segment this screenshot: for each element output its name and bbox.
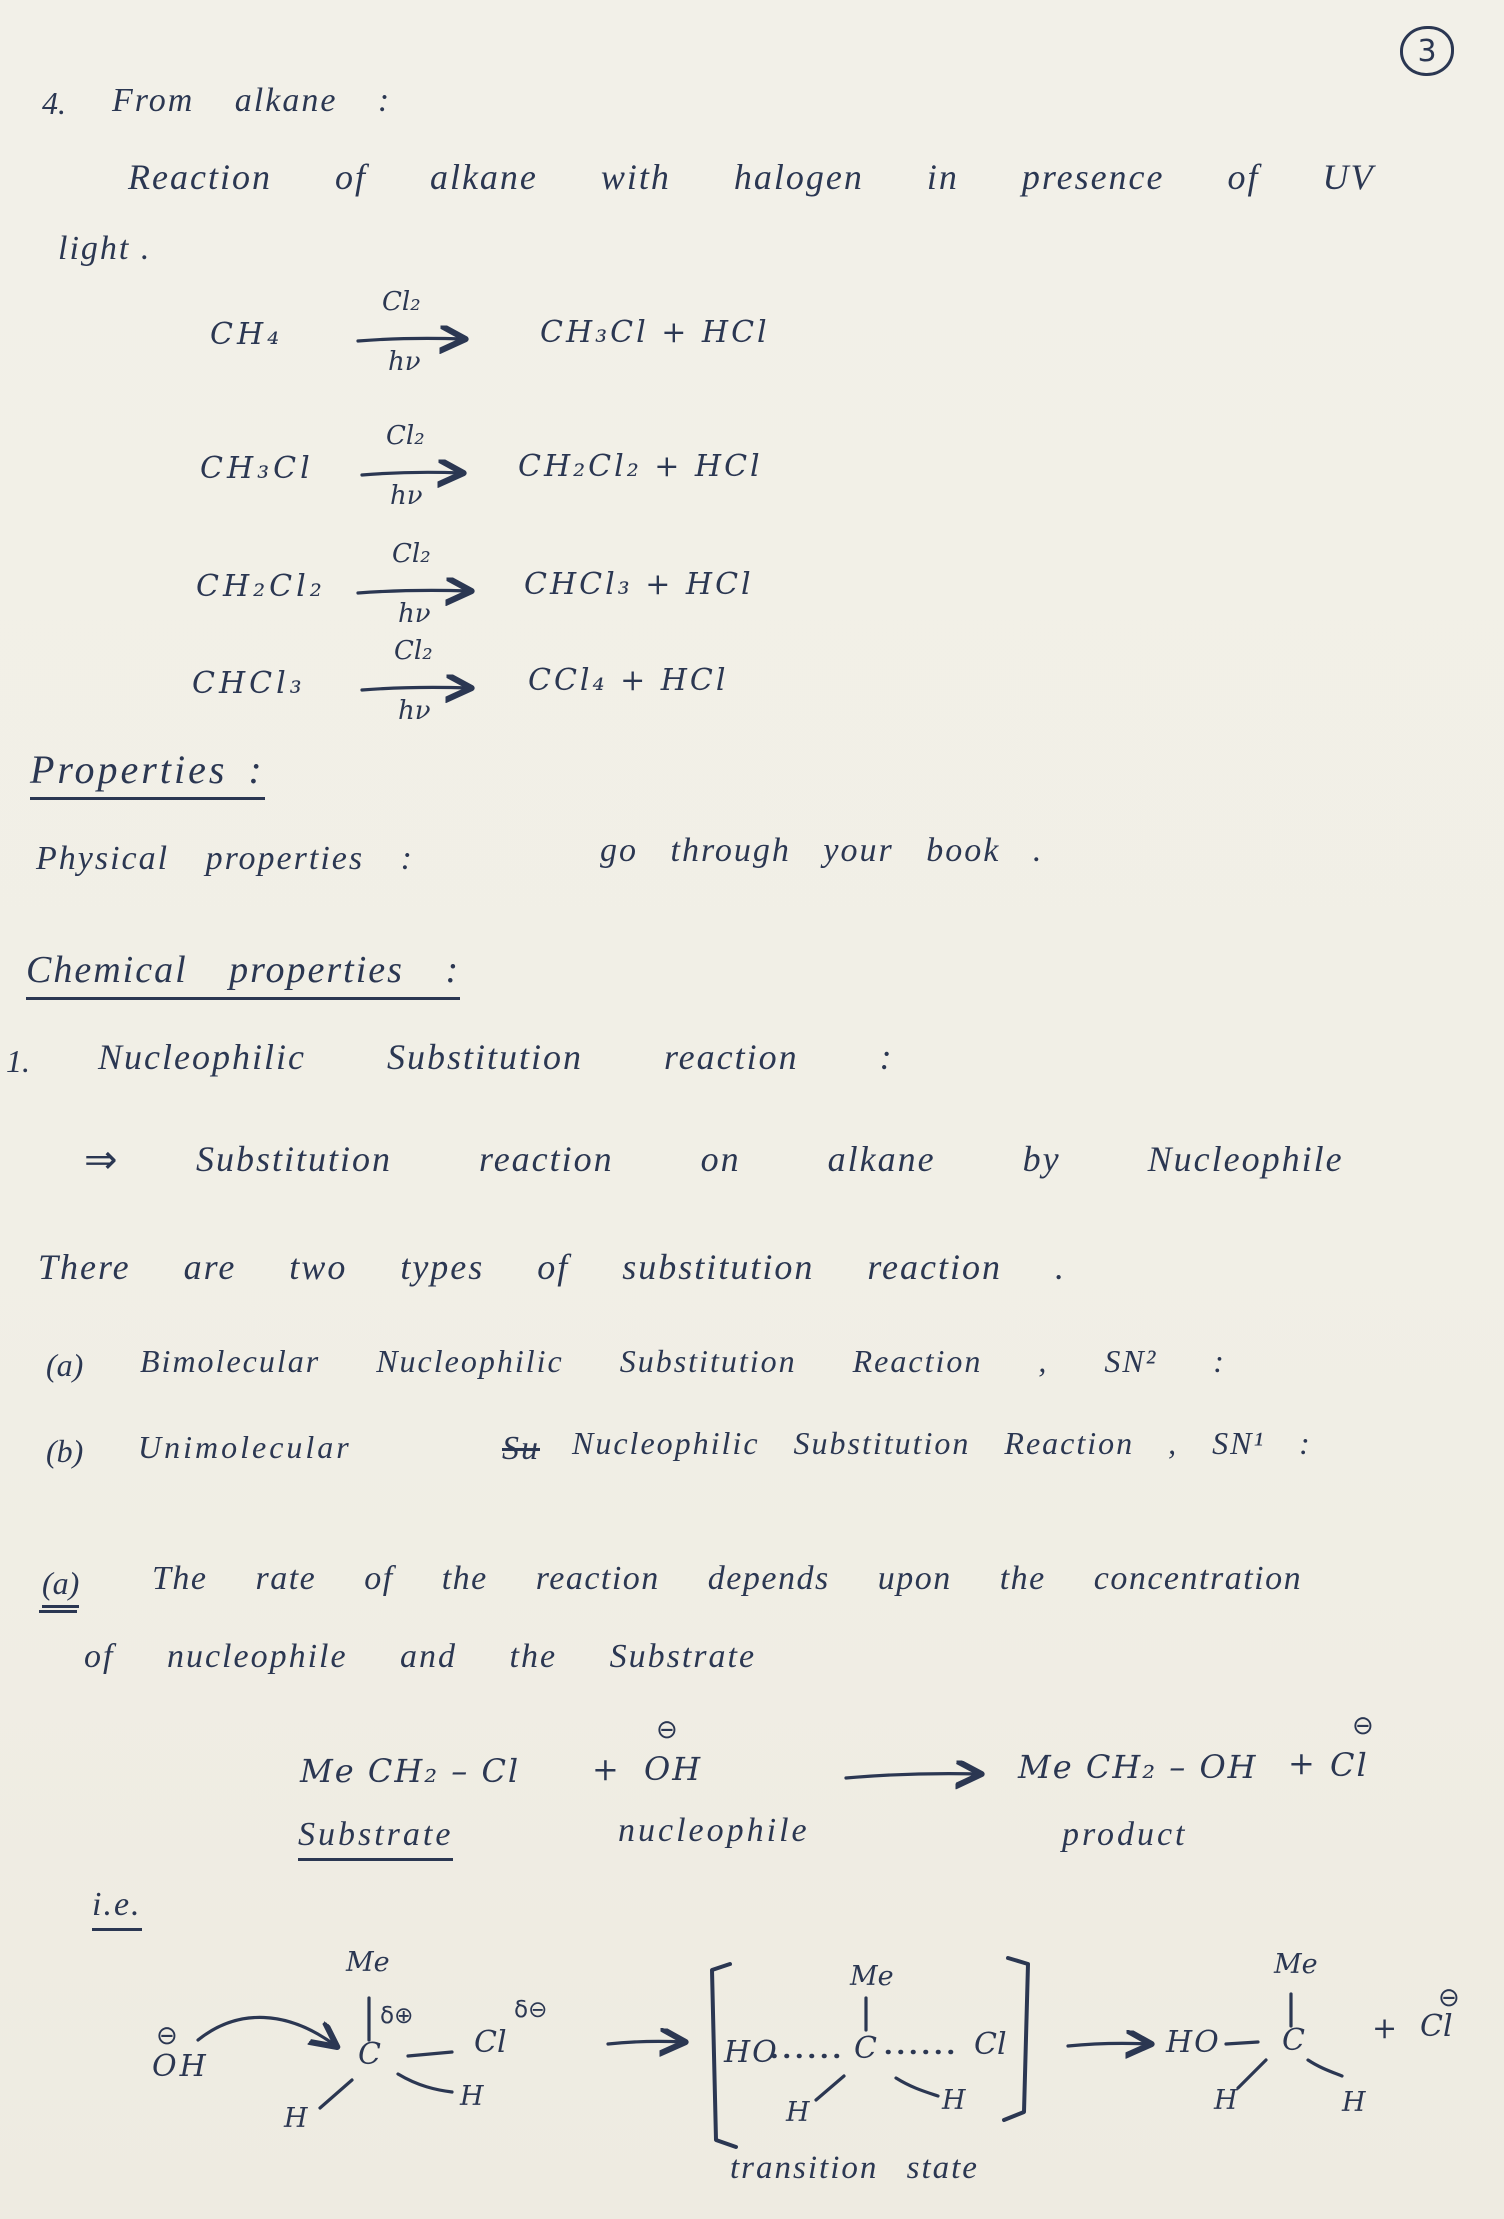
intro-line-1: Reaction of alkane with halogen in presence of UV <box>128 157 1375 197</box>
reaction-arrow-1 <box>358 338 464 341</box>
hydroxide-formula: OH <box>644 1750 703 1788</box>
condition-top: Cl₂ <box>386 421 425 451</box>
hydrogen-label: H <box>942 2085 966 2116</box>
type-b-label: (b) <box>46 1433 84 1469</box>
crossed-out-word: Su <box>502 1430 540 1467</box>
item-number: 1. <box>6 1043 30 1079</box>
physical-properties-label: Physical properties : <box>36 840 414 877</box>
product-label: product <box>1062 1816 1188 1853</box>
substrate-formula: Me CH₂ – Cl <box>300 1752 521 1790</box>
product-formula: CCl₄ + HCl <box>528 663 729 698</box>
condition-bottom: hν <box>390 481 423 511</box>
physical-properties-note: go through your book . <box>600 832 1044 869</box>
page-number-badge <box>1400 26 1454 76</box>
reactant-formula: CHCl₃ <box>192 666 306 701</box>
step-arrow-2 <box>1068 2043 1150 2046</box>
c-h-bond-right <box>398 2074 452 2092</box>
chemical-properties-heading: Chemical properties : <box>26 950 460 1000</box>
product-carbon-label: C <box>1282 2023 1305 2058</box>
ts-c-h-bond-right <box>896 2078 938 2096</box>
hydrogen-label: H <box>1214 2085 1238 2116</box>
hydroxide-charge-icon: ⊖ <box>656 1715 678 1745</box>
hydrogen-label: H <box>1342 2087 1366 2118</box>
nucleophilic-title: Nucleophilic Substitution reaction : <box>98 1037 894 1077</box>
intro-line-2: light . <box>58 230 152 267</box>
hydrogen-label: H <box>460 2081 484 2112</box>
ie-label: i.e. <box>92 1886 142 1931</box>
type-a-label: (a) <box>46 1347 84 1383</box>
condition-bottom: hν <box>398 696 431 726</box>
hydrogen-label: H <box>786 2097 810 2128</box>
ts-methyl-label: Me <box>850 1961 894 1992</box>
reaction-arrow-4 <box>362 687 470 690</box>
c-h-bond-left <box>320 2080 352 2108</box>
rate-label: (a) <box>42 1565 79 1608</box>
product-c-h-bond-left <box>1238 2060 1266 2088</box>
nucleophile-label: nucleophile <box>618 1812 810 1849</box>
step-arrow-1 <box>608 2041 684 2044</box>
plus-sign: + <box>1288 1744 1315 1782</box>
example-product-formula: Me CH₂ – OH <box>1018 1748 1258 1786</box>
ts-c-h-bond-left <box>816 2076 844 2100</box>
type-a-text: Bimolecular Nucleophilic Substitution Reaction , SN² : <box>140 1343 1226 1379</box>
reactant-formula: CH₄ <box>210 317 284 352</box>
properties-heading: Properties : <box>30 748 265 800</box>
types-intro: There are two types of substitution reaction . <box>38 1247 1066 1287</box>
definition-text: Substitution reaction on alkane by Nucleophile <box>196 1139 1344 1179</box>
product-formula: CH₂Cl₂ + HCl <box>518 449 763 484</box>
reaction-arrow-3 <box>358 590 470 593</box>
page-number: 3 <box>1417 33 1437 69</box>
nucleophile-oh: OH <box>152 2049 209 2084</box>
product-formula: CHCl₃ + HCl <box>524 567 754 602</box>
chlorine-label: Cl <box>474 2025 507 2060</box>
delta-minus-label: δ⊖ <box>514 1997 548 2023</box>
attack-arrow <box>198 2017 336 2046</box>
type-b-rest: Nucleophilic Substitution Reaction , SN¹ : <box>572 1425 1312 1461</box>
reactant-formula: CH₃Cl <box>200 451 314 486</box>
rate-line-2: of nucleophile and the Substrate <box>84 1638 757 1675</box>
chloride-charge-icon: ⊖ <box>1352 1711 1374 1741</box>
product-chloride-label: Cl <box>1420 2009 1453 2044</box>
chloride-formula: Cl <box>1330 1746 1369 1784</box>
carbon-label: C <box>358 2037 381 2072</box>
condition-top: Cl₂ <box>394 636 433 666</box>
delta-plus-label: δ⊕ <box>380 2003 414 2029</box>
section-title: From alkane : <box>112 82 392 119</box>
plus-sign: + <box>1372 2011 1398 2046</box>
rate-line-1: The rate of the reaction depends upon the concentration <box>152 1560 1303 1597</box>
nucleophile-charge-icon: ⊖ <box>156 2021 178 2051</box>
c-cl-bond <box>408 2052 452 2056</box>
ts-right-bracket <box>1004 1958 1028 2120</box>
section-index: 4. <box>42 85 66 121</box>
condition-bottom: hν <box>398 599 431 629</box>
condition-top: Cl₂ <box>392 539 431 569</box>
condition-bottom: hν <box>388 347 421 377</box>
product-c-h-bond-right <box>1308 2060 1342 2076</box>
equation-arrow <box>846 1774 980 1778</box>
product-chloride-charge-icon: ⊖ <box>1438 1983 1460 2013</box>
substrate-label: Substrate <box>298 1816 453 1861</box>
hydrogen-label: H <box>284 2103 308 2134</box>
product-ho-c-bond <box>1226 2042 1258 2044</box>
product-methyl-label: Me <box>1274 1949 1318 1980</box>
reactant-formula: CH₂Cl₂ <box>196 569 326 604</box>
plus-sign: + <box>592 1750 619 1788</box>
reaction-arrow-2 <box>362 472 462 475</box>
type-b-word: Unimolecular <box>138 1429 352 1465</box>
implies-arrow-icon: ⇒ <box>84 1137 118 1183</box>
ts-ho-label: HO <box>724 2035 779 2070</box>
ts-carbon-label: C <box>854 2031 877 2066</box>
product-formula: CH₃Cl + HCl <box>540 315 770 350</box>
transition-state-caption: transition state <box>730 2150 979 2186</box>
methyl-label: Me <box>346 1947 390 1978</box>
ts-chlorine-label: Cl <box>974 2027 1007 2062</box>
condition-top: Cl₂ <box>382 287 421 317</box>
product-ho-label: HO <box>1166 2025 1221 2060</box>
